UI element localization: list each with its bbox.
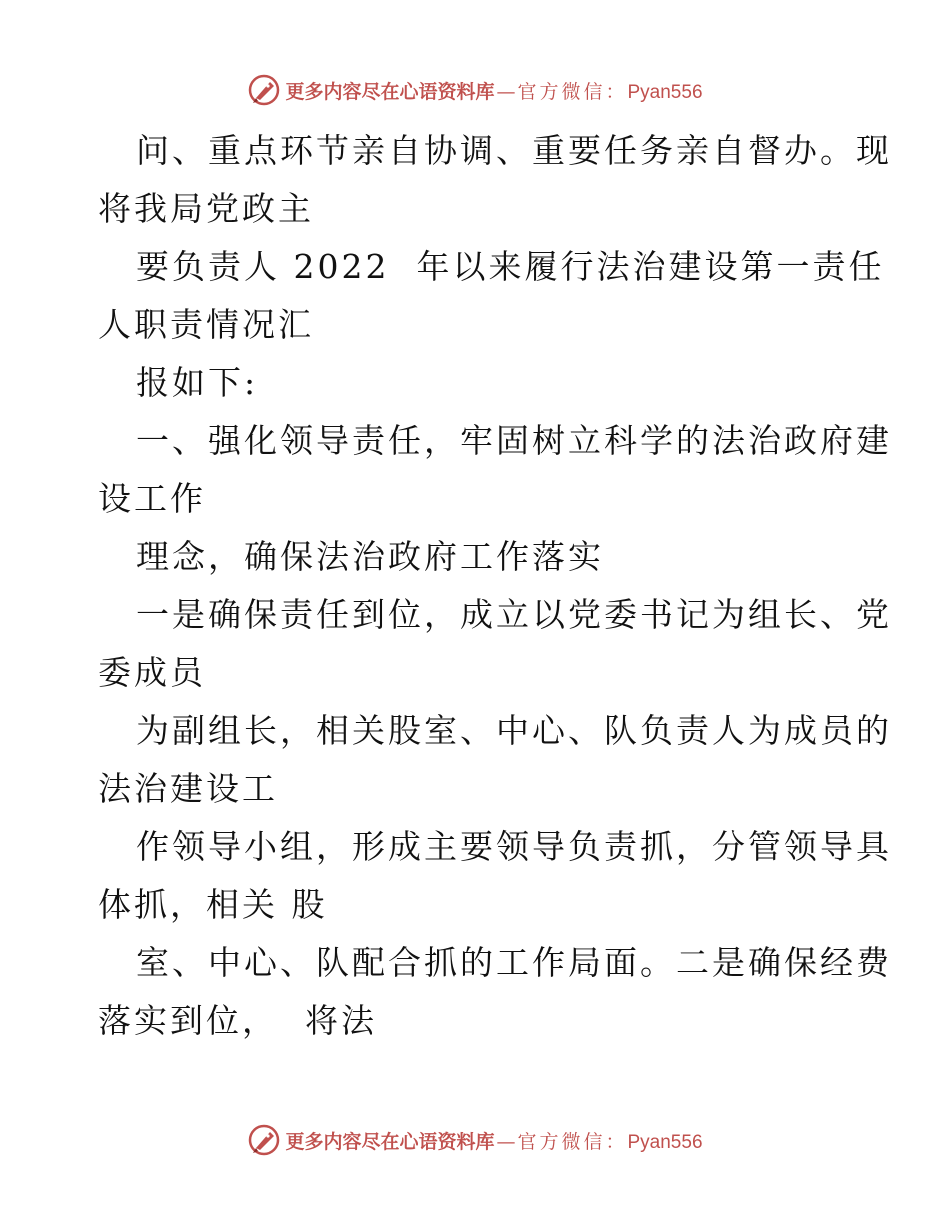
body-line: 将我局党政主 <box>98 189 314 228</box>
footer-brand-text: 更多内容尽在心语资料库 <box>285 1130 495 1153</box>
body-line: 问、重点环节亲自协调、重要任务亲自督办。现 <box>136 131 892 170</box>
document-body <box>98 122 892 1050</box>
header-dash: — <box>496 80 516 103</box>
body-line: 室、中心、队配合抓的工作局面。二是确保经费 <box>136 943 892 982</box>
footer-dash: — <box>496 1130 516 1153</box>
body-line: 作领导小组，形成主要领导负责抓，分管领导具 <box>136 827 892 866</box>
footer-wechat-id: Pyan556 <box>627 1131 703 1153</box>
pen-nib-logo-icon <box>247 73 281 107</box>
body-line: 一、强化领导责任，牢固树立科学的法治政府建 <box>136 421 892 460</box>
header-wechat-label: 官方微信： <box>517 80 628 103</box>
header-banner <box>0 70 950 110</box>
body-line: 报如下: <box>136 363 259 402</box>
body-line: 法治建设工 <box>98 769 278 808</box>
body-line: 人职责情况汇 <box>98 305 314 344</box>
header-wechat-id: Pyan556 <box>627 81 703 103</box>
body-line: 落实到位， 将法 <box>98 1001 377 1040</box>
body-line: 为副组长，相关股室、中心、队负责人为成员的 <box>136 711 892 750</box>
body-line: 一是确保责任到位，成立以党委书记为组长、党 <box>136 595 892 634</box>
header-brand-text: 更多内容尽在心语资料库 <box>285 80 495 103</box>
body-line: 设工作 <box>98 479 206 518</box>
body-line: 要负责人 2022 年以来履行法治建设第一责任 <box>136 247 885 286</box>
pen-nib-logo-icon <box>247 1123 281 1157</box>
footer-wechat-label: 官方微信： <box>517 1130 628 1153</box>
body-line: 委成员 <box>98 653 206 692</box>
footer-banner <box>0 1120 950 1160</box>
body-line: 体抓，相关 股 <box>98 885 328 924</box>
body-line: 理念，确保法治政府工作落实 <box>136 537 604 576</box>
